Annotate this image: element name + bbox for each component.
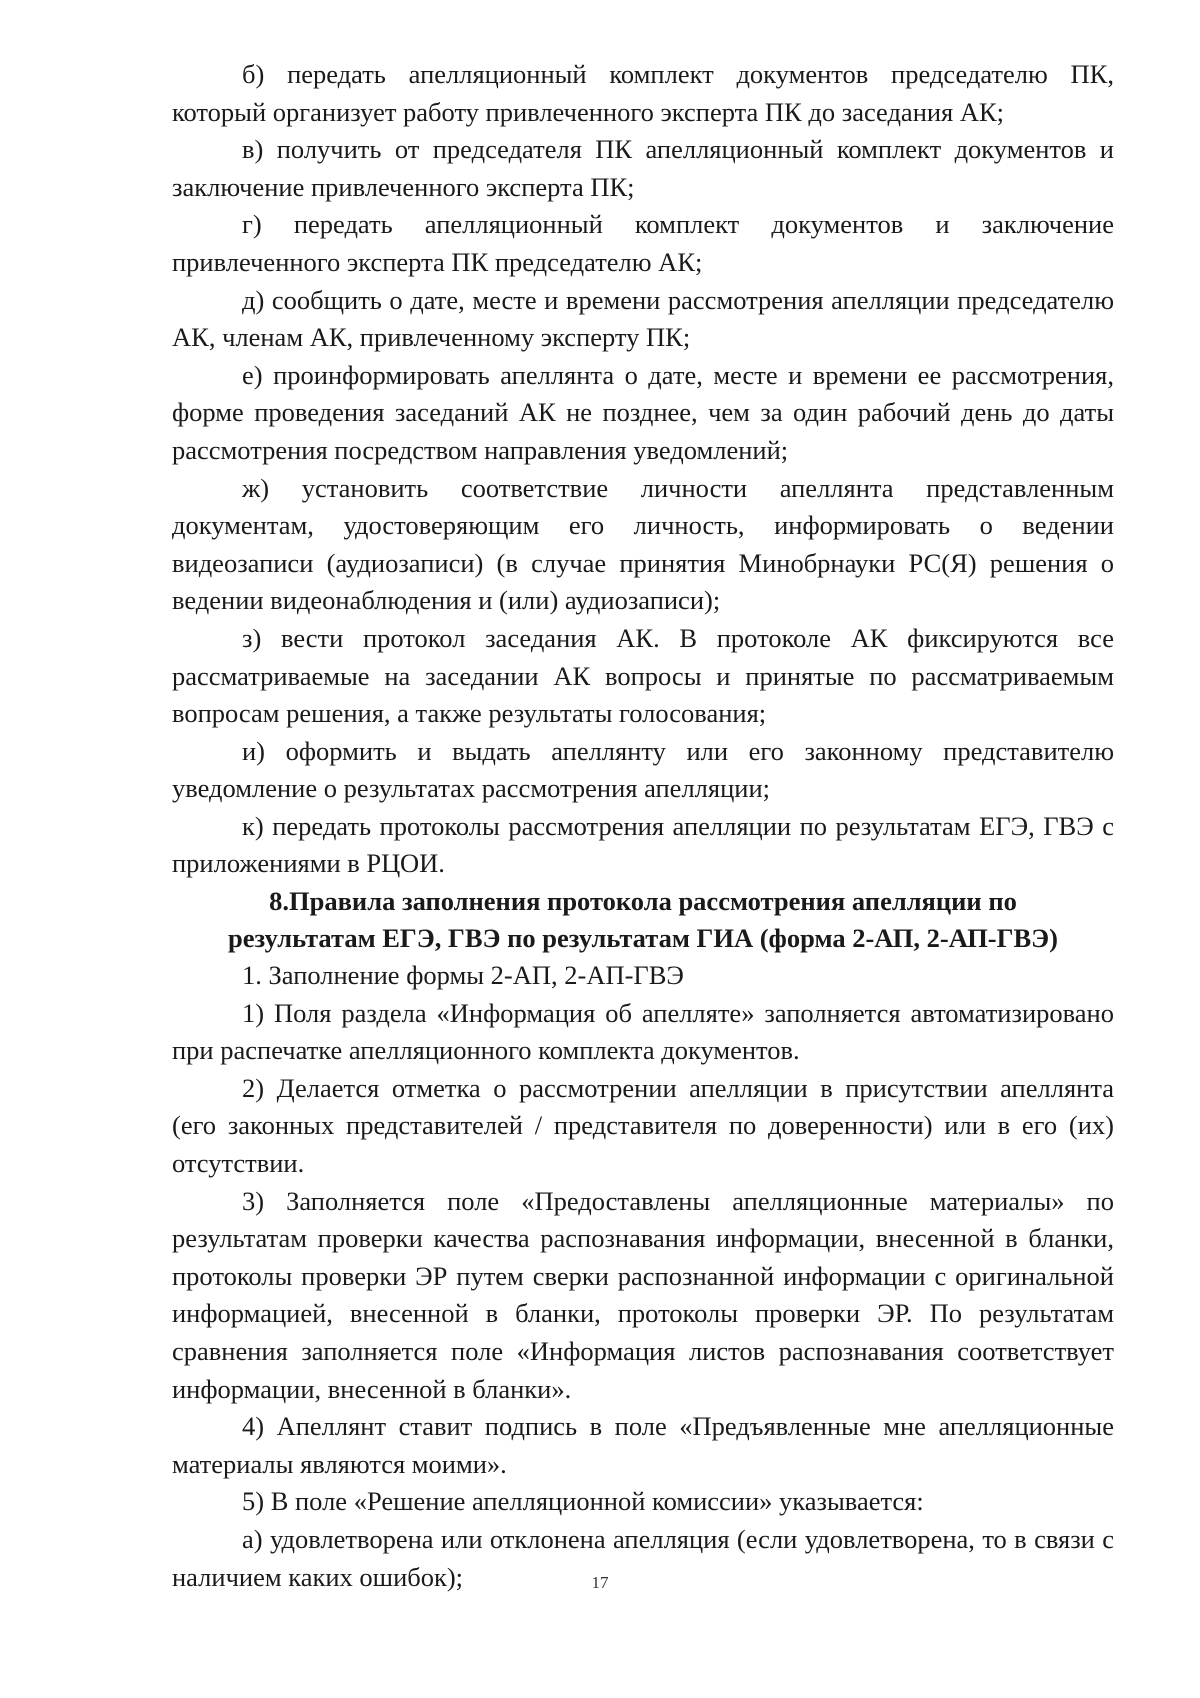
paragraph-item-2: 2) Делается отметка о рассмотрении апелляции в присутствии апеллянта (его законных представителей / представителя по доверенности) или в его (их) отсутствии. — [172, 1072, 1114, 1179]
paragraph-e: е) проинформировать апеллянта о дате, месте и времени ее рассмотрения, форме проведения заседаний АК не позднее, чем за один рабочий день до даты рассмотрения посредством направления уведомлений; — [172, 359, 1114, 465]
paragraph-g: г) передать апелляционный комплект документов и заключение привлеченного эксперта ПК председателю АК; — [172, 209, 1114, 277]
section-heading-line-1: 8.Правила заполнения протокола рассмотрения апелляции по — [269, 886, 1017, 917]
page-number: 17 — [591, 1573, 609, 1592]
paragraph-item-5a: а) удовлетворена или отклонена апелляция (если удовлетворена, то в связи с наличием каких ошибок); — [172, 1523, 1114, 1592]
paragraph-item-1: 1) Поля раздела «Информация об апелляте» заполняется автоматизировано при распечатке апелляционного комплекта документов. — [172, 997, 1114, 1066]
section-heading — [172, 883, 1114, 957]
paragraph-zh: ж) установить соответствие личности апеллянта представленным документам, удостоверяющим его личность, информировать о ведении видеозаписи (аудиозаписи) (в случае принятия Минобрнауки РС(Я) решения о ведении видеонаблюдения и (или) аудиозаписи); — [172, 472, 1114, 616]
paragraph-item-4: 4) Апеллянт ставит подпись в поле «Предъявленные мне апелляционные материалы являются моими». — [172, 1411, 1114, 1479]
paragraph-i: и) оформить и выдать апеллянту или его законному представителю уведомление о результатах рассмотрения апелляции; — [172, 735, 1114, 804]
paragraph-v: в) получить от председателя ПК апелляционный комплект документов и заключение привлеченного эксперта ПК; — [172, 134, 1114, 202]
paragraph-item-3: 3) Заполняется поле «Предоставлены апелляционные материалы» по результатам проверки качества распознавания информации, внесенной в бланки, протоколы проверки ЭР путем сверки распознанной информации с оригинальной информацией, внесенной в бланки, протоколы проверки ЭР. По результатам сравнения заполняется поле «Информация листов распознавания соответствует информации, внесенной в бланки». — [172, 1185, 1114, 1404]
paragraph-d: д) сообщить о дате, месте и времени рассмотрения апелляции председателю АК, членам АК, привлеченному эксперту ПК; — [172, 284, 1114, 353]
page-content — [172, 56, 1114, 1596]
paragraph-z: з) вести протокол заседания АК. В протоколе АК фиксируются все рассматриваемые на заседании АК вопросы и принятые по рассматриваемым вопросам решения, а также результаты голосования; — [172, 622, 1114, 729]
section-heading-line-2: результатам ЕГЭ, ГВЭ по результатам ГИА (форма 2-АП, 2-АП-ГВЭ) — [228, 923, 1058, 954]
paragraph-form-fill: 1. Заполнение формы 2-АП, 2-АП-ГВЭ — [242, 960, 684, 991]
paragraph-item-5: 5) В поле «Решение апелляционной комиссии» указывается: — [242, 1486, 924, 1517]
paragraph-b: б) передать апелляционный комплект документов председателю ПК, который организует работу привлеченного эксперта ПК до заседания АК; — [172, 59, 1114, 127]
paragraph-k: к) передать протоколы рассмотрения апелляции по результатам ЕГЭ, ГВЭ с приложениями в РЦОИ. — [172, 810, 1114, 879]
